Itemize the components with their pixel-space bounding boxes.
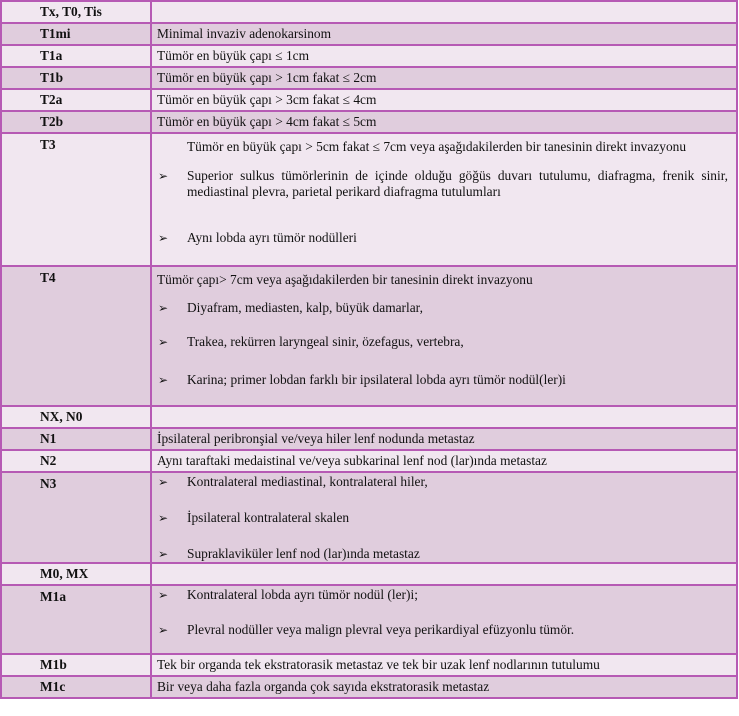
bullet-item bbox=[157, 622, 736, 638]
arrow-bullet-icon: ➢ bbox=[158, 301, 169, 315]
stage-description: Tümör en büyük çapı > 3cm fakat ≤ 4cm bbox=[151, 89, 737, 111]
bullet-text: Kontralateral mediastinal, kontralateral hiler, bbox=[187, 474, 428, 489]
stage-description: Minimal invaziv adenokarsinom bbox=[151, 23, 737, 45]
bullet-item bbox=[157, 372, 736, 388]
table-row bbox=[1, 266, 737, 406]
table-row bbox=[1, 450, 737, 472]
stage-description: Bir veya daha fazla organda çok sayıda ekstratorasik metastaz bbox=[151, 676, 737, 698]
stage-description bbox=[151, 266, 737, 406]
arrow-bullet-icon: ➢ bbox=[158, 588, 169, 602]
bullet-item bbox=[157, 474, 736, 490]
stage-description: Aynı taraftaki medaistinal ve/veya subkarinal lenf nod (lar)ında metastaz bbox=[151, 450, 737, 472]
stage-code: T1mi bbox=[1, 23, 151, 45]
bullet-text: İpsilateral kontralateral skalen bbox=[187, 510, 350, 525]
stage-description: Tümör en büyük çapı > 1cm fakat ≤ 2cm bbox=[151, 67, 737, 89]
bullet-item bbox=[157, 300, 736, 316]
arrow-bullet-icon: ➢ bbox=[158, 169, 169, 183]
arrow-bullet-icon: ➢ bbox=[158, 373, 169, 387]
stage-code: N1 bbox=[1, 428, 151, 450]
table-row bbox=[1, 111, 737, 133]
description-intro: Tümör çapı> 7cm veya aşağıdakilerden bir tanesinin direkt invazyonu bbox=[157, 272, 533, 287]
arrow-bullet-icon: ➢ bbox=[158, 475, 169, 489]
stage-description bbox=[151, 406, 737, 428]
stage-code: N2 bbox=[1, 450, 151, 472]
stage-code bbox=[1, 472, 151, 563]
stage-code-label: M1a bbox=[40, 589, 67, 604]
stage-description bbox=[151, 133, 737, 266]
bullet-text: Karina; primer lobdan farklı bir ipsilateral lobda ayrı tümör nodül(ler)i bbox=[187, 372, 566, 387]
stage-code: T2b bbox=[1, 111, 151, 133]
stage-description: Tek bir organda tek ekstratorasik metastaz ve tek bir uzak lenf nodlarının tutulumu bbox=[151, 654, 737, 676]
arrow-bullet-icon: ➢ bbox=[158, 511, 169, 525]
stage-code: T1a bbox=[1, 45, 151, 67]
stage-description: İpsilateral peribronşial ve/veya hiler lenf nodunda metastaz bbox=[151, 428, 737, 450]
bullet-item bbox=[157, 168, 736, 200]
stage-description bbox=[151, 585, 737, 654]
table-row bbox=[1, 472, 737, 563]
arrow-bullet-icon: ➢ bbox=[158, 335, 169, 349]
table-row bbox=[1, 585, 737, 654]
stage-code: NX, N0 bbox=[1, 406, 151, 428]
stage-code: M1b bbox=[1, 654, 151, 676]
stage-description bbox=[151, 1, 737, 23]
table-row bbox=[1, 428, 737, 450]
stage-code bbox=[1, 133, 151, 266]
bullet-item bbox=[157, 334, 736, 350]
description-intro: Tümör en büyük çapı > 5cm fakat ≤ 7cm veya aşağıdakilerden bir tanesinin direkt invazyonu bbox=[187, 139, 687, 154]
table-row bbox=[1, 406, 737, 428]
bullet-item bbox=[157, 546, 736, 562]
arrow-bullet-icon: ➢ bbox=[158, 231, 169, 245]
stage-code: T1b bbox=[1, 67, 151, 89]
bullet-text: Aynı lobda ayrı tümör nodülleri bbox=[187, 230, 357, 245]
table-row bbox=[1, 676, 737, 698]
bullet-text: Kontralateral lobda ayrı tümör nodül (ler)i; bbox=[187, 587, 418, 602]
stage-code: M0, MX bbox=[1, 563, 151, 585]
bullet-item bbox=[157, 587, 736, 603]
stage-code bbox=[1, 266, 151, 406]
bullet-text: Supraklaviküler lenf nod (lar)ında metastaz bbox=[187, 546, 420, 561]
arrow-bullet-icon: ➢ bbox=[158, 623, 169, 637]
bullet-text: Plevral nodüller veya malign plevral veya perikardiyal efüzyonlu tümör. bbox=[187, 622, 575, 637]
stage-code-label: T3 bbox=[40, 137, 56, 152]
table-row bbox=[1, 654, 737, 676]
bullet-item bbox=[157, 510, 736, 526]
bullet-text: Trakea, rekürren laryngeal sinir, özefagus, vertebra, bbox=[187, 334, 464, 349]
table-row bbox=[1, 23, 737, 45]
stage-code: T2a bbox=[1, 89, 151, 111]
table-row bbox=[1, 89, 737, 111]
table-row bbox=[1, 1, 737, 23]
bullet-text: Diyafram, mediasten, kalp, büyük damarlar, bbox=[187, 300, 423, 315]
table-row bbox=[1, 133, 737, 266]
stage-code-label: T4 bbox=[40, 270, 56, 285]
stage-description: Tümör en büyük çapı > 4cm fakat ≤ 5cm bbox=[151, 111, 737, 133]
stage-code-label: N3 bbox=[40, 476, 57, 491]
arrow-bullet-icon: ➢ bbox=[158, 547, 169, 561]
stage-description: Tümör en büyük çapı ≤ 1cm bbox=[151, 45, 737, 67]
stage-code: Tx, T0, Tis bbox=[1, 1, 151, 23]
stage-code bbox=[1, 585, 151, 654]
bullet-item bbox=[157, 230, 736, 246]
bullet-text: Superior sulkus tümörlerinin de içinde olduğu göğüs duvarı tutulumu, diafragma, frenik sinir, mediastinal plevra, parietal perikard diafragma tutulumları bbox=[187, 168, 728, 199]
stage-code: M1c bbox=[1, 676, 151, 698]
stage-description bbox=[151, 472, 737, 563]
table-row bbox=[1, 67, 737, 89]
stage-description bbox=[151, 563, 737, 585]
table-row bbox=[1, 45, 737, 67]
table-row bbox=[1, 563, 737, 585]
